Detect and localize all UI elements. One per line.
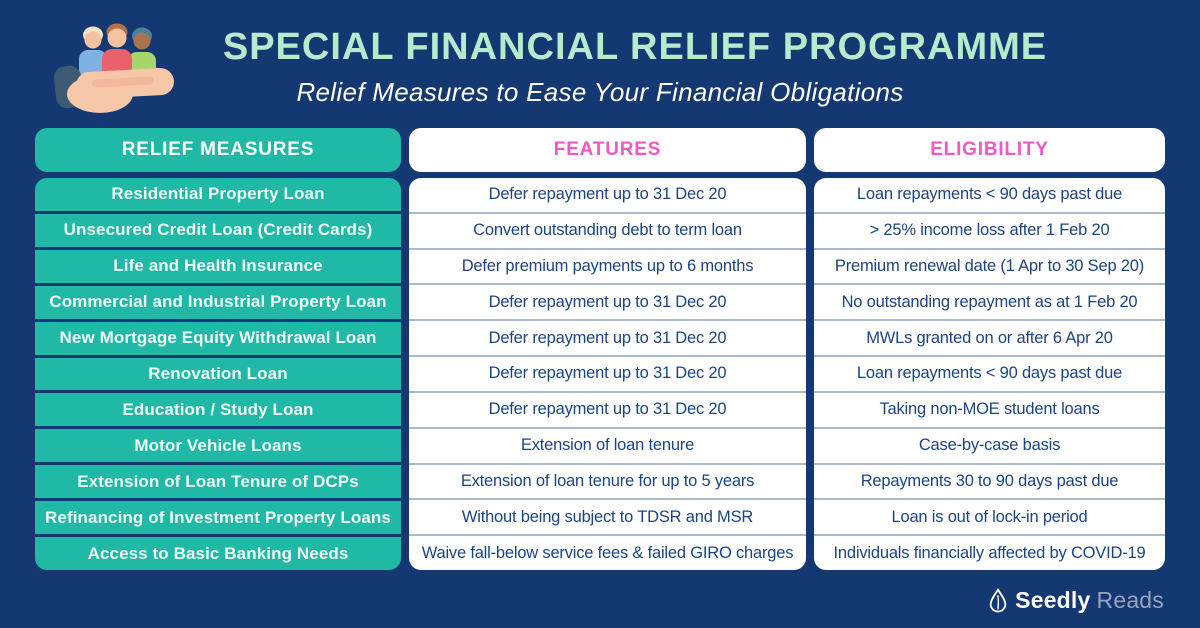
table-cell-eligibility: Loan repayments < 90 days past due — [814, 355, 1165, 391]
table-cell-feature: Defer repayment up to 31 Dec 20 — [409, 283, 806, 319]
table-cell-feature: Defer premium payments up to 6 months — [409, 248, 806, 284]
table-cell-measure: Motor Vehicle Loans — [35, 426, 401, 462]
table-cell-measure: Refinancing of Investment Property Loans — [35, 498, 401, 534]
page-title: SPECIAL FINANCIAL RELIEF PROGRAMME — [222, 26, 1048, 68]
column-body-eligibility — [814, 178, 1165, 570]
brand-name: Seedly — [1015, 586, 1091, 613]
table-cell-feature: Defer repayment up to 31 Dec 20 — [409, 391, 806, 427]
table-cell-eligibility: > 25% income loss after 1 Feb 20 — [814, 212, 1165, 248]
table-cell-eligibility: MWLs granted on or after 6 Apr 20 — [814, 319, 1165, 355]
column-header-features: FEATURES — [409, 128, 806, 172]
table-cell-measure: Life and Health Insurance — [35, 247, 401, 283]
relief-table — [35, 128, 1165, 570]
table-cell-measure: Commercial and Industrial Property Loan — [35, 283, 401, 319]
table-cell-feature: Defer repayment up to 31 Dec 20 — [488, 185, 727, 204]
table-cell-eligibility: Premium renewal date (1 Apr to 30 Sep 20) — [814, 248, 1165, 284]
table-cell-feature: Defer repayment up to 31 Dec 20 — [409, 319, 806, 355]
brand-logo — [987, 585, 1164, 615]
table-cell-eligibility: No outstanding repayment as at 1 Feb 20 — [814, 283, 1165, 319]
page-subtitle: Relief Measures to Ease Your Financial Obligations — [296, 77, 904, 107]
seedly-drop-icon — [987, 587, 1009, 614]
table-cell-measure: Education / Study Loan — [35, 390, 401, 426]
column-body-features — [409, 178, 806, 570]
table-cell-eligibility: Case-by-case basis — [814, 427, 1165, 463]
table-cell-eligibility: Repayments 30 to 90 days past due — [814, 463, 1165, 499]
table-cell-feature: Extension of loan tenure for up to 5 years — [409, 463, 806, 499]
table-cell-eligibility: Individuals financially affected by COVID-19 — [814, 534, 1165, 570]
table-cell-eligibility: Loan is out of lock-in period — [814, 498, 1165, 534]
table-cell-measure: Unsecured Credit Loan (Credit Cards) — [35, 211, 401, 247]
column-body-relief-measures — [35, 178, 401, 570]
column-header-eligibility: ELIGIBILITY — [814, 128, 1165, 172]
column-features — [409, 128, 806, 570]
brand-suffix: Reads — [1096, 586, 1164, 613]
table-cell-feature: Waive fall-below service fees & failed GIRO charges — [409, 534, 806, 570]
table-cell-measure: New Mortgage Equity Withdrawal Loan — [35, 319, 401, 355]
table-cell-eligibility: Loan repayments < 90 days past due — [856, 185, 1123, 204]
table-cell-feature: Convert outstanding debt to term loan — [409, 212, 806, 248]
column-relief-measures — [35, 128, 401, 570]
table-cell-feature: Extension of loan tenure — [409, 427, 806, 463]
table-cell-feature: Without being subject to TDSR and MSR — [409, 498, 806, 534]
table-cell-measure: Residential Property Loan — [111, 184, 325, 204]
column-header-relief-measures: RELIEF MEASURES — [35, 128, 401, 172]
table-cell-feature: Defer repayment up to 31 Dec 20 — [409, 355, 806, 391]
table-cell-measure: Extension of Loan Tenure of DCPs — [35, 462, 401, 498]
column-eligibility — [814, 128, 1165, 570]
table-cell-eligibility: Taking non-MOE student loans — [814, 391, 1165, 427]
table-cell-measure: Access to Basic Banking Needs — [35, 534, 401, 570]
table-cell-measure: Renovation Loan — [35, 355, 401, 391]
